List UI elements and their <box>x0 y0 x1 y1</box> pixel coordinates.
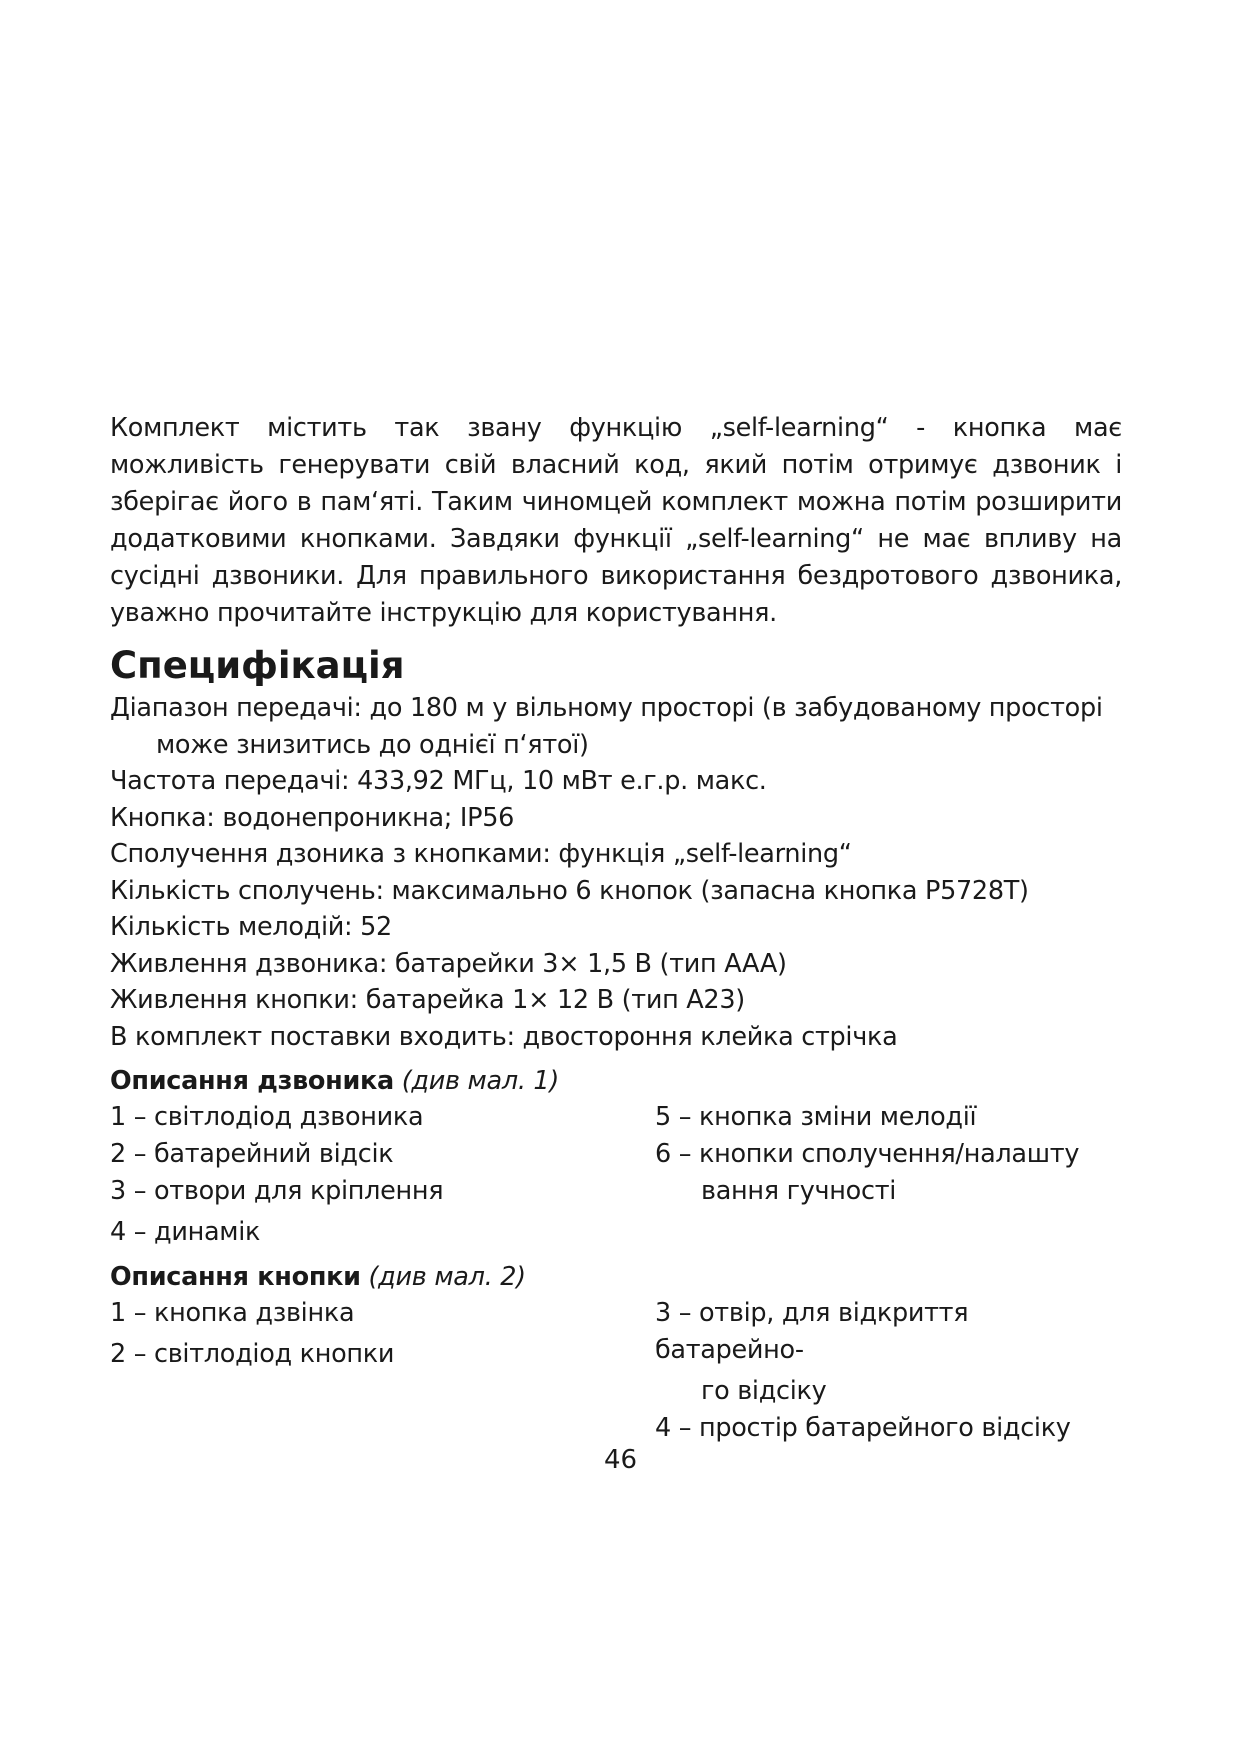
spec-list <box>110 690 1122 1055</box>
button-part-continued: го відсіку <box>701 1376 827 1406</box>
button-description-title: Описання кнопки <box>110 1262 361 1292</box>
spec-package: В комплект поставки входить: двостороння клейка стрічка <box>110 1021 898 1052</box>
spec-power-button: Живлення кнопки: батарейка 1× 12 В (тип A23) <box>110 985 745 1015</box>
button-part: 2 – світлодіод кнопки <box>110 1339 395 1369</box>
spec-power-bell: Живлення дзвоника: батарейки 3× 1,5 В (тип AAA) <box>110 948 787 979</box>
spec-range: Діапазон передачі: до 180 м у вільному просторі (в забудованому просторі <box>110 693 1103 723</box>
spec-melodies: Кількість мелодій: 52 <box>110 912 392 942</box>
intro-paragraph: Комплект містить так звану функцію „self-learning“ - кнопка має можливість генерувати свій власний код, який потім отримує дзвоник і зберігає його в пам‘яті. Таким чиномцей комплект можна потім розширити додатковими кнопками. Завдяки функції „self-learning“ не має впливу на сусідні дзвоники. Для правильного використання бездротового дзвоника, уважно прочитайте інструкцію для користування. <box>110 413 1122 628</box>
bell-part: 2 – батарейний відсік <box>110 1139 394 1169</box>
page-number: 46 <box>603 1445 638 1475</box>
spec-frequency: Частота передачі: 433,92 МГц, 10 мВт е.г.р. макс. <box>110 766 767 796</box>
button-description-heading <box>110 1259 1122 1295</box>
bell-part: 4 – динамік <box>110 1217 261 1247</box>
bell-parts-right <box>655 1099 1122 1251</box>
bell-part: 3 – отвори для кріплення <box>110 1176 444 1206</box>
bell-part: 5 – кнопка зміни мелодії <box>655 1102 977 1132</box>
button-parts-right <box>655 1295 1122 1447</box>
button-part: 3 – отвір, для відкриття батарейно- <box>655 1298 969 1365</box>
bell-description-title: Описання дзвоника <box>110 1066 394 1096</box>
button-part: 4 – простір батарейного відсіку <box>655 1413 1071 1443</box>
spec-heading: Специфікація <box>110 644 405 687</box>
bell-description-columns <box>110 1099 1122 1251</box>
spec-button: Кнопка: водонепроникна; IP56 <box>110 802 515 833</box>
bell-description-heading <box>110 1063 1122 1099</box>
bell-part-continued: вання гучності <box>701 1176 897 1206</box>
button-parts-left <box>110 1295 655 1447</box>
document-page <box>110 410 1122 1447</box>
button-part: 1 – кнопка дзвінка <box>110 1298 355 1328</box>
button-description-columns <box>110 1295 1122 1447</box>
spec-range-continued: може знизитись до однієї п‘ятої) <box>156 729 589 760</box>
bell-parts-left <box>110 1099 655 1251</box>
bell-part: 1 – світлодіод дзвоника <box>110 1102 424 1132</box>
button-description-ref: (див мал. 2) <box>368 1262 526 1292</box>
bell-description-ref: (див мал. 1) <box>401 1066 559 1096</box>
spec-pairing: Сполучення дзоника з кнопками: функція „self-learning“ <box>110 839 852 869</box>
bell-part: 6 – кнопки сполучення/налашту <box>655 1139 1080 1169</box>
spec-pairs-count: Кількість сполучень: максимально 6 кнопок (запасна кнопка P5728T) <box>110 875 1029 906</box>
